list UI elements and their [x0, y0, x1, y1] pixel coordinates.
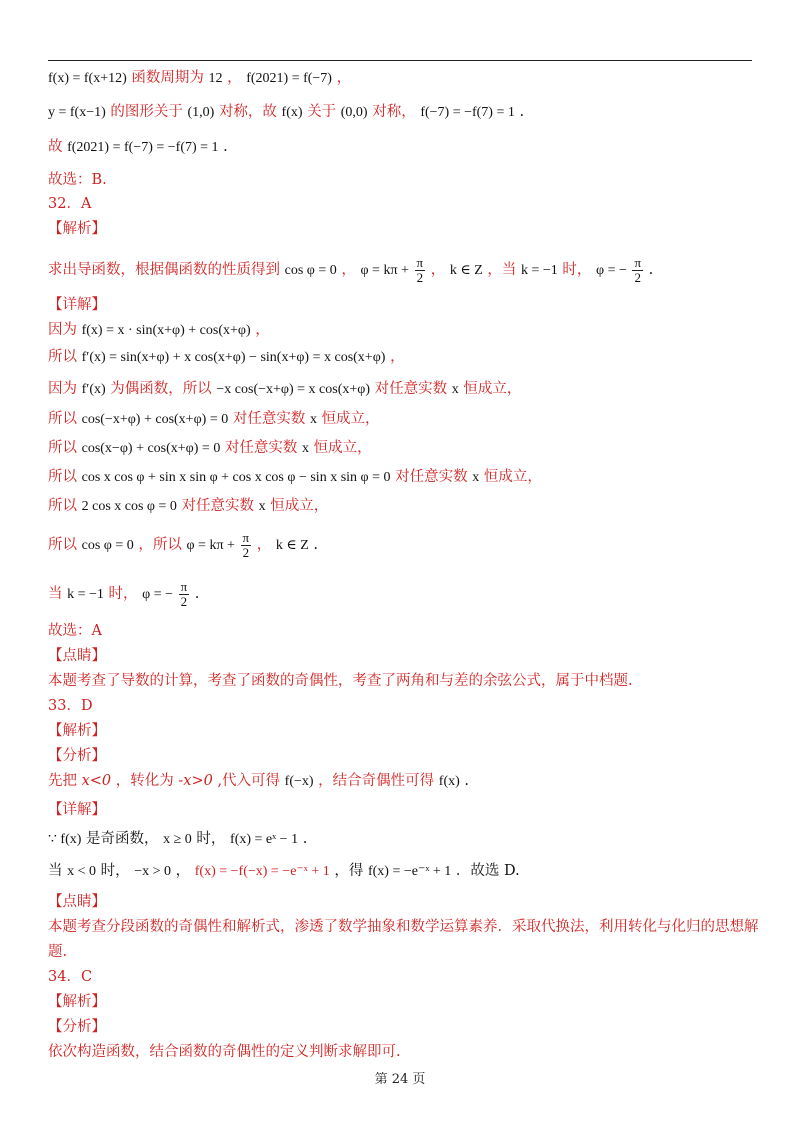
text-fragment: ，	[430, 262, 446, 278]
math-expr: f(2021) = f(−7) = −f(7) = 1	[67, 140, 219, 155]
fraction-numerator: π	[242, 529, 250, 545]
text-fragment: 对任意实数	[374, 381, 448, 397]
math-expr: cos(x−φ) + cos(x+φ) = 0	[81, 441, 221, 456]
text-fragment: 关于	[307, 104, 337, 120]
math-expr: φ = kπ +	[360, 263, 409, 278]
text-fragment: .	[194, 586, 200, 602]
question-number: 32．A	[48, 196, 92, 212]
text-fragment: ，	[256, 537, 272, 553]
summary-text: 本题考查分段函数的奇偶性和解析式，渗透了数学抽象和数学运算素养．采取代换法，利用转化与化归的思想解	[48, 919, 759, 935]
section-heading: 【点睛】	[48, 894, 106, 910]
text-fragment: ，当	[487, 262, 517, 278]
page-number: 第 24 页	[374, 1072, 426, 1087]
math-expr: f(x) = −e⁻ˣ + 1	[367, 864, 452, 879]
text-fragment: 对称，故	[218, 104, 277, 120]
math-expr: φ = −	[595, 263, 627, 278]
text-fragment: .	[648, 262, 654, 278]
text-line-cos-zero	[48, 528, 318, 562]
text-fragment: ，所以	[138, 537, 182, 553]
text-fragment: ，结合奇偶性可得	[318, 773, 435, 789]
text-fragment: 恒成立，	[270, 498, 329, 514]
text-fragment: ，	[336, 70, 352, 86]
text-fragment: ，转化为	[115, 773, 174, 789]
text-fragment: ，	[227, 70, 242, 86]
math-expr: (1,0)	[187, 105, 215, 120]
math-expr: f(x) = x · sin(x+φ) + cos(x+φ)	[81, 323, 251, 338]
text-fragment: 对任意实数	[224, 440, 298, 456]
text-fragment: 故	[48, 139, 63, 155]
text-fragment: 当	[48, 586, 63, 602]
text-fragment: 因为	[48, 322, 77, 338]
text-line-symmetry	[48, 102, 524, 123]
text-fragment: ，	[390, 349, 405, 365]
math-expr: cos φ = 0	[284, 263, 337, 278]
text-fragment: ，得	[334, 863, 364, 879]
math-expr: x<0	[81, 773, 112, 789]
math-expr: f(x) = f(x+12)	[48, 71, 127, 86]
text-line-analysis-33	[48, 771, 469, 792]
header-rule	[48, 60, 752, 61]
fraction	[415, 256, 426, 285]
text-fragment: ．故选 D.	[455, 863, 520, 879]
text-fragment: 所以	[48, 498, 77, 514]
text-fragment: 恒成立，	[313, 440, 372, 456]
math-expr: k ∈ Z	[275, 538, 309, 553]
text-fragment: 所以	[48, 537, 77, 553]
math-expr: x < 0	[67, 864, 97, 879]
math-expr: 2 cos x cos φ = 0	[81, 499, 177, 514]
text-fragment: 的图形关于	[110, 104, 183, 120]
math-expr: f(x)	[438, 774, 460, 789]
text-fragment: .	[223, 139, 228, 155]
math-expr: f(−7) = −f(7) = 1	[420, 105, 515, 120]
math-expr: f′(x)	[81, 382, 106, 397]
text-fragment: ,代入可得	[217, 773, 281, 789]
section-heading: 【分析】	[48, 748, 106, 764]
math-expr: φ = −	[142, 587, 173, 602]
text-fragment: 为偶函数，所以	[110, 381, 212, 397]
summary-text: 本题考查了导数的计算，考查了函数的奇偶性，考查了两角和与差的余弦公式，属于中档题.	[48, 673, 633, 689]
text-line-k-value	[48, 577, 199, 611]
text-fragment: 是奇函数，	[86, 831, 159, 847]
text-fragment: .	[519, 104, 525, 120]
fraction-numerator: π	[180, 578, 188, 594]
math-expr: k = −1	[67, 587, 104, 602]
text-line-analysis	[48, 253, 653, 287]
fraction-denominator: 2	[180, 593, 188, 609]
text-fragment: 因为	[48, 381, 77, 397]
text-fragment: 对任意实数	[395, 469, 468, 485]
section-heading: 【解析】	[48, 221, 106, 237]
text-fragment: ，	[175, 863, 191, 879]
question-number: 33．D	[48, 698, 93, 714]
text-fragment: 对称，	[372, 104, 416, 120]
section-heading: 【解析】	[48, 723, 106, 739]
fraction-denominator: 2	[242, 544, 250, 560]
text-line-odd	[48, 829, 307, 850]
text-fragment: .	[302, 831, 308, 847]
text-fragment: 恒成立，	[483, 469, 542, 485]
math-expr: f(x) = eˣ − 1	[230, 832, 299, 847]
math-expr: cos φ = 0	[81, 538, 134, 553]
text-line-step4	[48, 496, 328, 517]
text-fragment: ，	[255, 322, 270, 338]
math-expr: cos(−x+φ) + cos(x+φ) = 0	[81, 412, 229, 427]
text-fragment: 所以	[48, 349, 77, 365]
math-expr: f(2021) = f(−7)	[246, 71, 332, 86]
section-heading: 【分析】	[48, 1019, 106, 1035]
text-fragment: 时，	[562, 262, 592, 278]
answer-line: 故选：A	[48, 623, 102, 639]
text-line-step1	[48, 409, 380, 430]
text-line-conclusion	[48, 137, 228, 158]
fraction-numerator: π	[634, 254, 642, 270]
math-expr: y = f(x−1)	[48, 105, 106, 120]
math-expr: x	[309, 412, 317, 427]
math-expr: cos x cos φ + sin x sin φ + cos x cos φ − sin x sin φ = 0	[81, 470, 391, 485]
text-fragment: 时，	[196, 831, 226, 847]
math-expr: x ≥ 0	[163, 832, 192, 847]
text-fragment: 所以	[48, 469, 77, 485]
section-heading: 【解析】	[48, 994, 106, 1010]
text-line-derivative	[48, 347, 405, 368]
math-expr: φ = kπ +	[186, 538, 235, 553]
math-expr: f(x)	[281, 105, 303, 120]
fraction-denominator: 2	[634, 269, 641, 285]
section-heading: 【详解】	[48, 802, 106, 818]
text-fragment: 时，	[100, 863, 130, 879]
fraction	[632, 256, 643, 285]
fraction-denominator: 2	[416, 269, 424, 285]
math-expr: f(x) = −f(−x) = −e⁻ˣ + 1	[194, 864, 330, 879]
text-fragment: 函数周期为	[131, 70, 204, 86]
math-expr: f′(x) = sin(x+φ) + x cos(x+φ) − sin(x+φ) = x cos(x+φ)	[81, 350, 386, 365]
math-expr: x	[472, 470, 480, 485]
summary-text: 依次构造函数，结合函数的奇偶性的定义判断求解即可.	[48, 1044, 401, 1060]
text-fragment: 求出导函数，根据偶函数的性质得到	[48, 262, 280, 278]
math-expr: x	[258, 499, 266, 514]
section-heading: 【点睛】	[48, 648, 106, 664]
text-line-even	[48, 379, 521, 400]
math-expr: −x cos(−x+φ) = x cos(x+φ)	[216, 382, 371, 397]
math-expr: 12	[208, 71, 223, 86]
text-fragment: .	[313, 537, 318, 553]
answer-line: 故选：B.	[48, 172, 107, 188]
text-fragment: 先把	[48, 773, 77, 789]
math-expr: −x > 0	[134, 864, 172, 879]
text-line-period	[48, 68, 351, 89]
summary-text: 题.	[48, 944, 68, 960]
fraction	[241, 531, 252, 560]
math-expr: k ∈ Z	[449, 263, 483, 278]
text-fragment: ，	[341, 262, 356, 278]
math-expr: x	[302, 441, 310, 456]
section-heading: 【详解】	[48, 297, 106, 313]
fraction-numerator: π	[416, 254, 424, 270]
text-fragment: 对任意实数	[181, 498, 255, 514]
question-number: 34．C	[48, 969, 93, 985]
text-line-step2	[48, 438, 372, 459]
text-fragment: .	[464, 773, 469, 789]
text-fragment: 所以	[48, 411, 77, 427]
math-expr: f(−x)	[284, 774, 314, 789]
text-line-step3	[48, 467, 542, 488]
text-fragment: 时，	[108, 586, 138, 602]
text-fragment: 恒成立，	[321, 411, 380, 427]
math-expr: x	[451, 382, 459, 397]
text-line-function	[48, 320, 270, 341]
math-expr: (0,0)	[340, 105, 368, 120]
text-fragment: 当	[48, 863, 63, 879]
text-fragment: 恒成立，	[463, 381, 522, 397]
text-line-negative	[48, 861, 520, 882]
text-fragment: 所以	[48, 440, 77, 456]
math-expr: ∵ f(x)	[48, 832, 82, 847]
math-expr: k = −1	[520, 263, 558, 278]
text-fragment: 对任意实数	[232, 411, 306, 427]
math-expr: -x>0	[178, 773, 213, 789]
fraction	[179, 580, 190, 609]
